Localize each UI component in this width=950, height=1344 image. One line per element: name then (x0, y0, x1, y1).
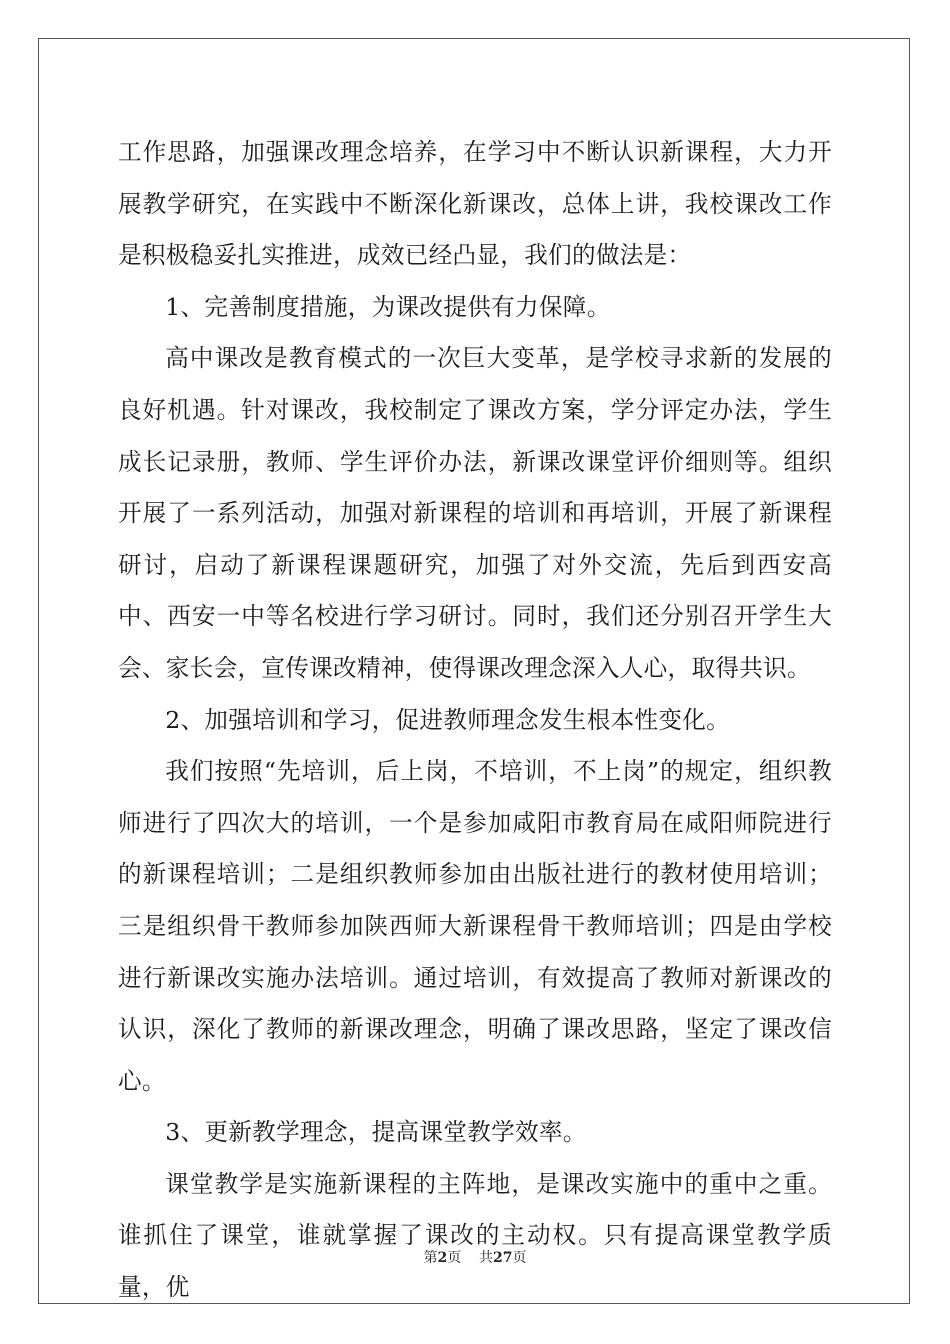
paragraph-section-3: 课堂教学是实施新课程的主阵地，是课改实施中的重中之重。谁抓住了课堂，谁就掌握了课改的主动权。只有提高课堂教学质量，优 (118, 1169, 832, 1302)
page-number: 2 (437, 1250, 448, 1266)
total-pages: 27 (493, 1250, 513, 1266)
total-prefix: 共 (479, 1250, 494, 1266)
heading-section-2: 2、加强培训和学习，促进教师理念发生根本性变化。 (165, 705, 731, 734)
heading-section-1: 1、完善制度措施，为课改提供有力保障。 (165, 292, 611, 321)
heading-section-3: 3、更新教学理念，提高课堂教学效率。 (165, 1118, 587, 1147)
page-footer (0, 1248, 950, 1268)
paragraph-intro: 工作思路，加强课改理念培养，在学习中不断认识新课程，大力开展教学研究，在实践中不断深化新课改，总体上讲，我校课改工作是积极稳妥扎实推进，成效已经凸显，我们的做法是： (118, 138, 832, 270)
document-body (118, 127, 832, 1314)
paragraph-section-2: 我们按照“先培训，后上岗，不培训，不上岗”的规定，组织教师进行了四次大的培训，一个是参加咸阳市教育局在咸阳师院进行的新课程培训；二是组织教师参加由出版社进行的教材使用培训；三是组织骨干教师参加陕西师大新课程骨干教师培训；四是由学校进行新课改实施办法培训。通过培训，有效提高了教师对新课改的认识，深化了教师的新课改理念，明确了课改思路，坚定了课改信心。 (118, 757, 832, 1095)
page-suffix: 页 (447, 1250, 462, 1266)
paragraph-section-1: 高中课改是教育模式的一次巨大变革，是学校寻求新的发展的良好机遇。针对课改，我校制定了课改方案，学分评定办法，学生成长记录册，教师、学生评价办法，新课改课堂评价细则等。组织开展了一系列活动，加强对新课程的培训和再培训，开展了新课程研讨，启动了新课程课题研究，加强了对外交流，先后到西安高中、西安一中等名校进行学习研讨。同时，我们还分别召开学生大会、家长会，宣传课改精神，使得课改理念深入人心，取得共识。 (118, 344, 832, 682)
page-prefix: 第 (423, 1250, 438, 1266)
total-suffix: 页 (512, 1250, 527, 1266)
